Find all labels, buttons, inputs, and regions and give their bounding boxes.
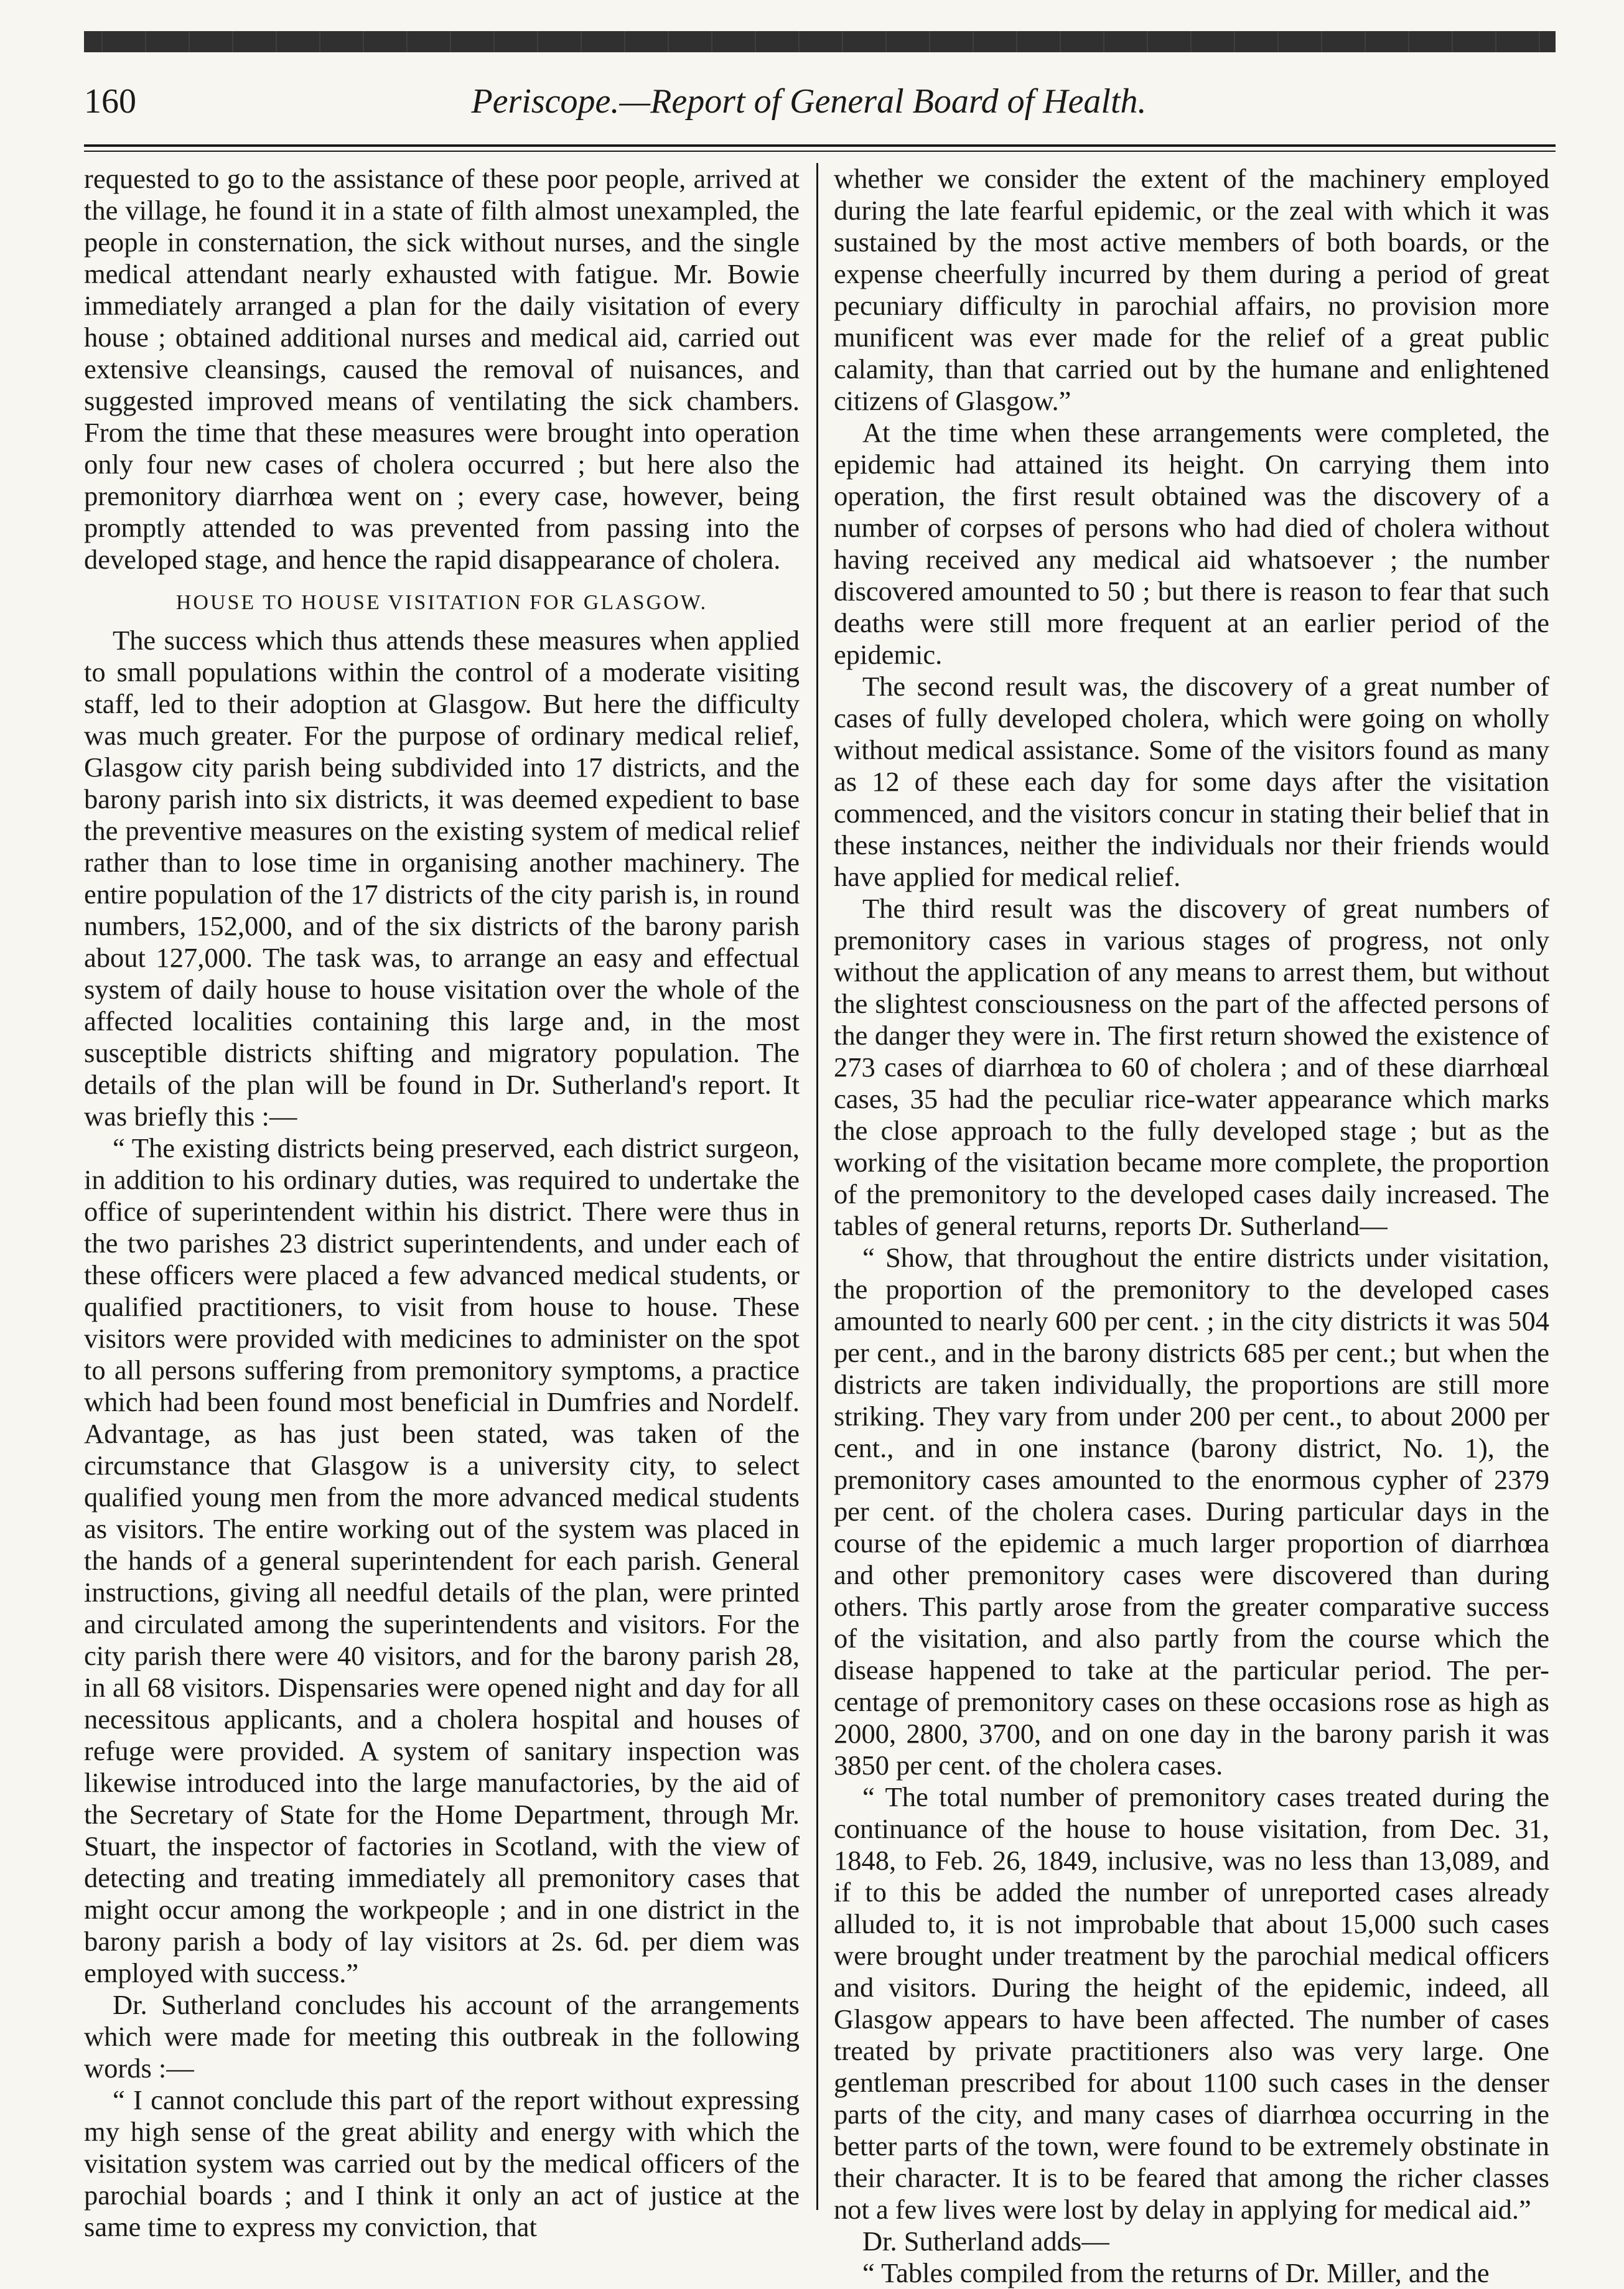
left-paragraph-5: “ I cannot conclude this part of the report without expressing my high sense of the great ability and energy with which the visitation system was carried out by the medical officers of the parochial boards ; and I think it only an act of justice at the same time to express my conviction, that bbox=[84, 2084, 800, 2242]
right-paragraph-6: “ The total number of premonitory cases treated during the continuance of the house to house visitation, from Dec. 31, 1848, to Feb. 26, 1849, inclusive, was no less than 13,089, and if to this be added the number of unreported cases already alluded to, it is not improbable that about 15,000 such cases were brought under treatment by the parochial medical officers and visitors. During the height of the epidemic, indeed, all Glasgow appears to have been affected. The number of cases treated by private practitioners also was very large. One gentleman prescribed for about 1100 such cases in the denser parts of the city, and many cases of diarrhœa occurring in the better parts of the town, were found to be extremely obstinate in their character. It is to be feared that among the richer classes not a few lives were lost by delay in applying for medical aid.” bbox=[834, 1781, 1549, 2225]
right-paragraph-4: The third result was the discovery of great numbers of premonitory cases in various stages of progress, not only without the application of any means to arrest them, but without the slightest consciousness on the part of the affected persons of the danger they were in. The first return showed the existence of 273 cases of diarrhœa to 60 of cholera ; and of these diarrhœal cases, 35 had the peculiar rice-water appearance which marks the close approach to the fully developed stage ; but as the working of the visitation became more complete, the proportion of the premonitory to the developed cases daily increased. The tables of general returns, reports Dr. Sutherland— bbox=[834, 893, 1549, 1241]
right-paragraph-3: The second result was, the discovery of a great number of cases of fully developed cholera, which were going on wholly without medical assistance. Some of the visitors found as many as 12 of these each day for some days after the visitation commenced, and the visitors concur in stating their belief that in these instances, neither the individuals nor their friends would have applied for medical relief. bbox=[834, 671, 1549, 892]
left-paragraph-3: “ The existing districts being preserved, each district surgeon, in addition to his ordinary duties, was required to undertake the office of superintendent within his district. There were thus in the two parishes 23 district superintendents, and under each of these officers were placed a few advanced medical students, or qualified practitioners, to visit from house to house. These visitors were provided with medicines to administer on the spot to all persons suffering from premonitory symptoms, a practice which had been found most beneficial in Dumfries and Nordelf. Advantage, as has just been stated, was taken of the circumstance that Glasgow is a university city, to select qualified young men from the more advanced medical students as visitors. The entire working out of the system was placed in the hands of a general superintendent for each parish. General instructions, giving all needful details of the plan, were printed and circulated among the superintendents and visitors. For the city parish there were 40 visitors, and for the barony parish 28, in all 68 visitors. Dispensaries were opened night and day for all necessitous applicants, and a cholera hospital and houses of refuge were provided. A system of sanitary inspection was likewise introduced into the large manufactories, by the aid of the Secretary of State for the Home Department, through Mr. Stuart, the inspector of factories in Scotland, with the view of detecting and treating immediately all premonitory cases that might occur among the workpeople ; and in one district in the barony parish a body of lay visitors at 2s. 6d. per diem was employed with success.” bbox=[84, 1132, 800, 1988]
header-rule-secondary bbox=[84, 151, 1556, 152]
right-paragraph-1: whether we consider the extent of the machinery employed during the late fearful epidemic, or the zeal with which it was sustained by the most active members of both boards, or the expense cheerfully incurred by them during a period of great pecuniary difficulty in parochial affairs, no provision more munificent was ever made for the relief of a great public calamity, than that carried out by the humane and enlightened citizens of Glasgow.” bbox=[834, 163, 1549, 416]
column-divider bbox=[816, 163, 818, 2210]
right-paragraph-2: At the time when these arrangements were completed, the epidemic had attained its height. On carrying them into operation, the first result obtained was the discovery of a number of corpses of persons who had died of cholera without having received any medical aid whatsoever ; the number discovered amounted to 50 ; but there is reason to fear that such deaths were still more frequent at an earlier period of the epidemic. bbox=[834, 417, 1549, 670]
left-paragraph-4: Dr. Sutherland concludes his account of the arrangements which were made for meeting this outbreak in the following words :— bbox=[84, 1989, 800, 2084]
right-column bbox=[834, 163, 1549, 2288]
left-paragraph-2: The success which thus attends these measures when applied to small populations within the control of a moderate visiting staff, led to their adoption at Glasgow. But here the difficulty was much greater. For the purpose of ordinary medical relief, Glasgow city parish being subdivided into 17 districts, and the barony parish into six districts, it was deemed expedient to base the preventive measures on the existing system of medical relief rather than to lose time in organising another machinery. The entire population of the 17 districts of the city parish is, in round numbers, 152,000, and of the six districts of the barony parish about 127,000. The task was, to arrange an easy and effectual system of daily house to house visitation over the whole of the affected localities containing this large and, in the most susceptible districts shifting and migratory population. The details of the plan will be found in Dr. Sutherland's report. It was briefly this :— bbox=[84, 625, 800, 1132]
left-paragraph-1: requested to go to the assistance of these poor people, arrived at the village, he found it in a state of filth almost unexampled, the people in consternation, the sick without nurses, and the single medical attendant nearly exhausted with fatigue. Mr. Bowie immediately arranged a plan for the daily visitation of every house ; obtained additional nurses and medical aid, carried out extensive cleansings, caused the removal of nuisances, and suggested improved means of ventilating the sick chambers. From the time that these measures were brought into operation only four new cases of cholera occurred ; but here also the premonitory diarrhœa went on ; every case, however, being promptly attended to was prevented from passing into the developed stage, and hence the rapid disappearance of cholera. bbox=[84, 163, 800, 575]
section-heading: HOUSE TO HOUSE VISITATION FOR GLASGOW. bbox=[175, 591, 708, 614]
header-rule bbox=[84, 144, 1556, 147]
running-head: Periscope.—Report of General Board of Health. bbox=[471, 82, 1147, 121]
left-column bbox=[84, 163, 800, 2242]
right-paragraph-8: “ Tables compiled from the returns of Dr. Miller, and the bbox=[862, 2257, 1490, 2288]
page-number: 160 bbox=[84, 82, 136, 121]
right-paragraph-7: Dr. Sutherland adds— bbox=[862, 2226, 1109, 2257]
top-ornamental-rule bbox=[84, 31, 1556, 52]
right-paragraph-5: “ Show, that throughout the entire districts under visitation, the proportion of the premonitory to the developed cases amounted to nearly 600 per cent. ; in the city districts it was 504 per cent., and in the barony districts 685 per cent.; but when the districts are taken individually, the proportions are still more striking. They vary from under 200 per cent., to about 2000 per cent., and in one instance (barony district, No. 1), the premonitory cases amounted to the enormous cypher of 2379 per cent. of the cholera cases. During particular days in the course of the epidemic a much larger proportion of diarrhœa and other premonitory cases were discovered than during others. This partly arose from the greater comparative success of the visitation, and also partly from the course which the disease happened to take at the particular period. The per-centage of premonitory cases on these occasions rose as high as 2000, 2800, 3700, and on one day in the barony parish it was 3850 per cent. of the cholera cases. bbox=[834, 1242, 1549, 1781]
